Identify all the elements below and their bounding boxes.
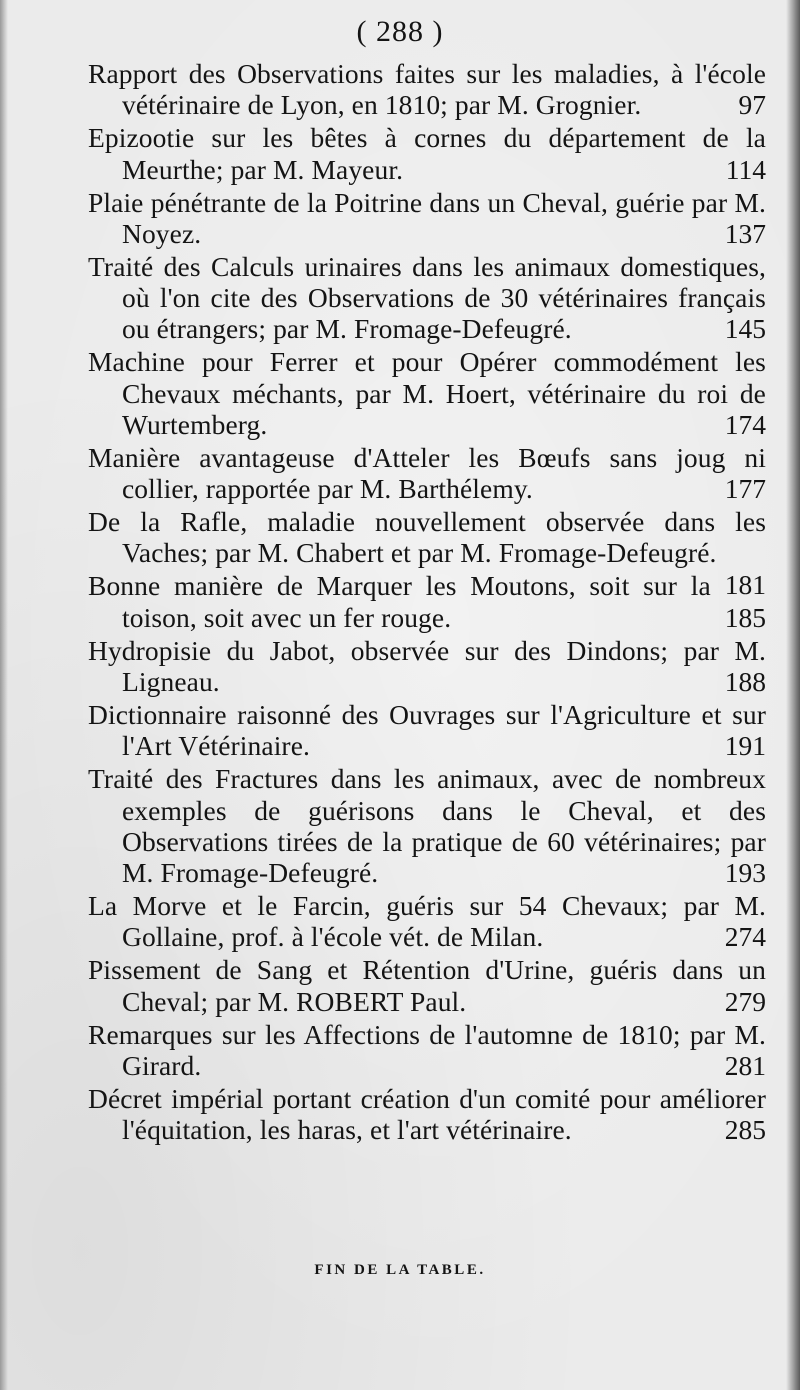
table-of-contents (88, 58, 766, 1147)
toc-entry-title: Pissement de Sang et Rétention d'Urine, guéris dans un Cheval; par M. ROBERT Paul. (88, 954, 766, 1017)
toc-entry-page: 279 (724, 985, 766, 1017)
toc-entry-title: La Morve et le Farcin, guéris sur 54 Chevaux; par M. Gollaine, prof. à l'école vét. de Milan. (88, 890, 766, 953)
toc-entry (88, 570, 766, 632)
toc-entry (88, 1019, 766, 1081)
toc-entry-page: 188 (724, 665, 766, 697)
toc-entry (88, 954, 766, 1016)
toc-entry (88, 122, 766, 184)
toc-entry (88, 506, 766, 600)
toc-entry-title: Machine pour Ferrer et pour Opérer commodément les Chevaux méchants, par M. Hoert, vétérinaire du roi de Wurtemberg. (88, 346, 766, 440)
toc-entry-page: 114 (725, 153, 766, 185)
toc-entry (88, 187, 766, 249)
toc-entry-title: Plaie pénétrante de la Poitrine dans un Cheval, guérie par M. Noyez. (88, 186, 766, 249)
toc-entry-title: Manière avantageuse d'Atteler les Bœufs sans joug ni collier, rapportée par M. Barthélemy. (88, 441, 766, 505)
toc-entry-page: 174 (724, 408, 766, 440)
page-number: ( 288 ) (356, 15, 444, 48)
toc-entry-title: Traité des Calculs urinaires dans les animaux domestiques, où l'on cite des Observations de 30 vétérinaires français ou étrangers; par M. Fromage-Defeugré. (88, 250, 766, 345)
end-of-table-label: FIN DE LA TABLE. (314, 1262, 486, 1278)
toc-entry-page: 281 (724, 1049, 766, 1081)
toc-entry-page: 185 (724, 601, 766, 633)
page-shadow-left (0, 0, 8, 1390)
toc-entry-page: 191 (724, 730, 766, 762)
toc-entry (88, 346, 766, 440)
toc-entry-page: 177 (724, 473, 766, 505)
toc-entry-page: 193 (724, 856, 766, 888)
toc-entry-page: 145 (724, 313, 766, 345)
toc-entry-title: Remarques sur les Affections de l'automne de 1810; par M. Girard. (88, 1018, 766, 1081)
toc-entry-title: Bonne manière de Marquer les Moutons, soit sur la toison, soit avec un fer rouge. (88, 570, 711, 633)
toc-entry-title: Epizootie sur les bêtes à cornes du département de la Meurthe; par M. Mayeur. (88, 122, 766, 185)
toc-entry-title: Hydropisie du Jabot, observée sur des Dindons; par M. Ligneau. (88, 634, 766, 697)
toc-entry (88, 442, 766, 504)
toc-entry-title: De la Rafle, maladie nouvellement observée dans les Vaches; par M. Chabert et par M. Fromage-Defeugré. (88, 506, 766, 569)
toc-entry-title: Rapport des Observations faites sur les maladies, à l'école vétérinaire de Lyon, en 1810; par M. Grognier. (88, 58, 766, 121)
toc-entry (88, 763, 766, 888)
toc-entry (88, 635, 766, 697)
toc-entry-page: 274 (724, 921, 766, 953)
toc-entry-page: 97 (738, 89, 766, 121)
toc-entry-title: Dictionnaire raisonné des Ouvrages sur l'Agriculture et sur l'Art Vétérinaire. (88, 699, 766, 762)
toc-entry-page: 285 (724, 1114, 766, 1146)
toc-entry (88, 58, 766, 120)
page-shadow-right (786, 0, 800, 1390)
toc-entry (88, 1083, 766, 1145)
toc-entry (88, 251, 766, 345)
toc-entry-page: 181 (724, 568, 766, 600)
toc-entry (88, 699, 766, 761)
toc-entry-title: Traité des Fractures dans les animaux, avec de nombreux exemples de guérisons dans le Cheval, et des Observations tirées de la pratique de 60 vétérinaires; par M. Fromage-Defeugré. (88, 763, 766, 888)
toc-entry-title: Décret impérial portant création d'un comité pour améliorer l'équitation, les haras, et l'art vétérinaire. (88, 1082, 766, 1146)
toc-entry (88, 890, 766, 952)
toc-entry-page: 137 (724, 217, 766, 249)
